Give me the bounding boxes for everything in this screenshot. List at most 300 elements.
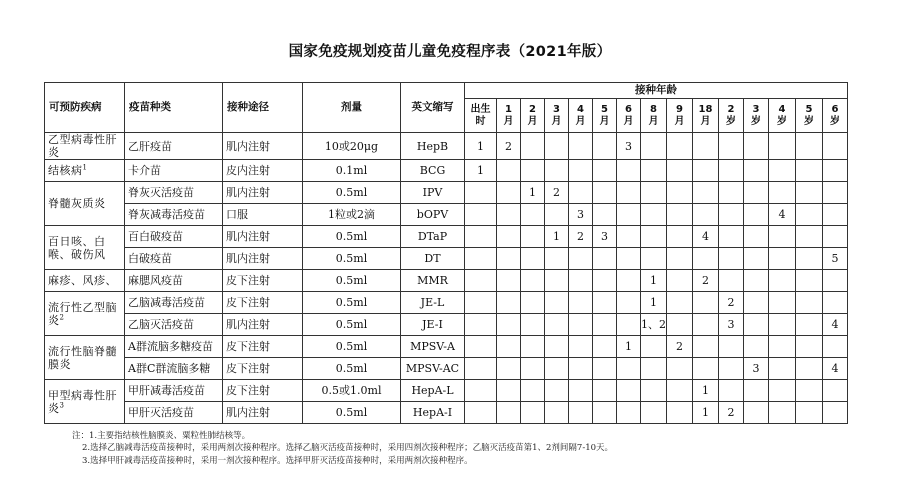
dose-number-cell — [569, 292, 593, 314]
dose-number-cell — [769, 270, 796, 292]
vaccine-name: 白破疫苗 — [125, 248, 223, 270]
dose-number-cell — [719, 380, 744, 402]
abbr-cell: JE-L — [401, 292, 465, 314]
dose-number-cell — [796, 160, 823, 182]
dose-number-cell — [796, 292, 823, 314]
dose-number-cell: 2 — [693, 270, 719, 292]
dose-number-cell — [667, 160, 693, 182]
table-row — [45, 314, 848, 336]
dose-number-cell — [593, 204, 617, 226]
dose-cell: 0.5ml — [303, 336, 401, 358]
dose-number-cell — [497, 248, 521, 270]
route-cell: 皮下注射 — [223, 336, 303, 358]
dose-number-cell: 2 — [719, 402, 744, 424]
header-disease: 可预防疾病 — [45, 83, 125, 133]
age-unit: 岁 — [726, 115, 736, 127]
header-age-6 — [617, 99, 641, 133]
dose-number-cell — [823, 204, 848, 226]
age-unit: 月 — [599, 115, 610, 127]
dose-cell: 0.1ml — [303, 160, 401, 182]
dose-number-cell — [545, 336, 569, 358]
dose-number-cell — [569, 270, 593, 292]
dose-cell: 10或20μg — [303, 133, 401, 160]
dose-number-cell — [744, 402, 769, 424]
dose-number-cell — [769, 402, 796, 424]
dose-number-cell — [641, 182, 667, 204]
age-unit: 月 — [700, 115, 711, 127]
age-number: 2 — [529, 103, 536, 115]
vaccine-name: 甲肝减毒活疫苗 — [125, 380, 223, 402]
route-cell: 肌内注射 — [223, 314, 303, 336]
dose-number-cell — [593, 358, 617, 380]
dose-number-cell — [769, 358, 796, 380]
dose-number-cell — [465, 314, 497, 336]
table-row — [45, 292, 848, 314]
dose-number-cell — [545, 380, 569, 402]
dose-number-cell — [569, 314, 593, 336]
dose-number-cell — [521, 133, 545, 160]
age-unit: 岁 — [804, 115, 814, 127]
table-row — [45, 270, 848, 292]
dose-number-cell — [641, 204, 667, 226]
dose-number-cell: 2 — [667, 336, 693, 358]
dose-cell: 0.5ml — [303, 248, 401, 270]
dose-number-cell — [569, 380, 593, 402]
dose-number-cell: 1 — [465, 160, 497, 182]
dose-number-cell — [693, 204, 719, 226]
dose-number-cell — [617, 182, 641, 204]
dose-number-cell — [769, 182, 796, 204]
age-unit: 月 — [575, 115, 586, 127]
age-number: 8 — [650, 103, 657, 115]
vaccine-name: A群流脑多糖疫苗 — [125, 336, 223, 358]
dose-number-cell — [569, 182, 593, 204]
dose-number-cell — [823, 292, 848, 314]
header-age-14 — [823, 99, 848, 133]
dose-number-cell: 1、2 — [641, 314, 667, 336]
dose-number-cell — [667, 402, 693, 424]
dose-number-cell — [719, 270, 744, 292]
dose-number-cell — [693, 248, 719, 270]
dose-number-cell — [617, 204, 641, 226]
header-age-10 — [719, 99, 744, 133]
dose-number-cell — [796, 314, 823, 336]
abbr-cell: IPV — [401, 182, 465, 204]
disease-cell — [45, 270, 125, 292]
dose-number-cell: 2 — [719, 292, 744, 314]
footnote-marker: 3 — [59, 400, 65, 409]
dose-number-cell: 3 — [593, 226, 617, 248]
route-cell: 皮下注射 — [223, 292, 303, 314]
disease-cell — [45, 133, 125, 160]
age-unit: 岁 — [751, 115, 761, 127]
header-age-3 — [545, 99, 569, 133]
header-dose: 剂量 — [303, 83, 401, 133]
dose-number-cell — [497, 160, 521, 182]
dose-number-cell — [823, 336, 848, 358]
dose-number-cell — [719, 133, 744, 160]
dose-number-cell: 1 — [693, 402, 719, 424]
dose-number-cell — [769, 248, 796, 270]
age-number: 出生 — [470, 103, 491, 115]
dose-number-cell: 3 — [569, 204, 593, 226]
dose-number-cell — [719, 226, 744, 248]
dose-number-cell — [465, 292, 497, 314]
dose-number-cell — [521, 160, 545, 182]
dose-number-cell — [521, 402, 545, 424]
dose-number-cell — [569, 248, 593, 270]
dose-number-cell — [465, 226, 497, 248]
dose-number-cell — [617, 248, 641, 270]
age-number: 2 — [727, 103, 735, 115]
vaccine-name: 麻腮风疫苗 — [125, 270, 223, 292]
dose-number-cell — [465, 270, 497, 292]
route-cell: 肌内注射 — [223, 133, 303, 160]
age-unit: 月 — [503, 115, 514, 127]
dose-number-cell — [521, 358, 545, 380]
header-age-group: 接种年龄 — [465, 83, 848, 99]
dose-number-cell: 1 — [641, 270, 667, 292]
abbr-cell: MMR — [401, 270, 465, 292]
dose-number-cell — [719, 336, 744, 358]
dose-number-cell — [719, 248, 744, 270]
dose-number-cell: 4 — [693, 226, 719, 248]
vaccine-name: 甲肝灭活疫苗 — [125, 402, 223, 424]
dose-cell: 0.5ml — [303, 292, 401, 314]
dose-cell: 0.5ml — [303, 358, 401, 380]
age-unit: 月 — [527, 115, 538, 127]
dose-number-cell — [744, 314, 769, 336]
dose-number-cell — [796, 226, 823, 248]
dose-number-cell — [545, 292, 569, 314]
dose-number-cell — [593, 160, 617, 182]
abbr-cell: BCG — [401, 160, 465, 182]
abbr-cell: HepA-L — [401, 380, 465, 402]
disease-cell — [45, 292, 125, 336]
dose-number-cell: 2 — [545, 182, 569, 204]
dose-number-cell — [823, 133, 848, 160]
dose-number-cell — [569, 358, 593, 380]
dose-number-cell — [693, 182, 719, 204]
dose-number-cell — [521, 292, 545, 314]
dose-number-cell: 1 — [693, 380, 719, 402]
age-unit: 岁 — [777, 115, 787, 127]
dose-number-cell — [693, 160, 719, 182]
dose-number-cell — [593, 314, 617, 336]
dose-number-cell — [617, 270, 641, 292]
dose-cell: 0.5ml — [303, 314, 401, 336]
dose-number-cell: 4 — [823, 358, 848, 380]
header-age-7 — [641, 99, 667, 133]
vaccine-name: 脊灰减毒活疫苗 — [125, 204, 223, 226]
dose-number-cell — [769, 314, 796, 336]
disease-cell — [45, 226, 125, 270]
age-number: 6 — [625, 103, 632, 115]
dose-cell: 0.5ml — [303, 226, 401, 248]
dose-number-cell: 1 — [641, 292, 667, 314]
table-row — [45, 226, 848, 248]
dose-number-cell — [641, 358, 667, 380]
age-number: 5 — [601, 103, 608, 115]
footnotes — [72, 430, 614, 467]
abbr-cell: DT — [401, 248, 465, 270]
dose-cell: 0.5或1.0ml — [303, 380, 401, 402]
dose-number-cell: 3 — [719, 314, 744, 336]
table-row — [45, 248, 848, 270]
footnote-marker: 2 — [59, 312, 65, 321]
dose-number-cell: 1 — [521, 182, 545, 204]
age-unit: 月 — [674, 115, 685, 127]
dose-number-cell — [796, 358, 823, 380]
vaccine-name: A群C群流脑多糖 — [125, 358, 223, 380]
dose-number-cell — [796, 402, 823, 424]
dose-number-cell — [545, 402, 569, 424]
dose-number-cell — [667, 248, 693, 270]
dose-number-cell — [521, 270, 545, 292]
dose-number-cell — [593, 248, 617, 270]
disease-name: 脊髓灰质炎 — [48, 197, 106, 210]
age-number: 5 — [805, 103, 813, 115]
table-row — [45, 160, 848, 182]
header-age-9 — [693, 99, 719, 133]
dose-number-cell — [641, 336, 667, 358]
footnote: 注：1.主要指结核性脑膜炎、粟粒性肺结核等。 — [72, 431, 251, 441]
dose-number-cell — [465, 248, 497, 270]
header-vaccine: 疫苗种类 — [125, 83, 223, 133]
dose-number-cell — [497, 182, 521, 204]
route-cell: 皮下注射 — [223, 380, 303, 402]
dose-number-cell — [465, 336, 497, 358]
dose-number-cell — [823, 160, 848, 182]
dose-number-cell — [744, 336, 769, 358]
dose-number-cell — [796, 380, 823, 402]
vaccine-name: 乙脑减毒活疫苗 — [125, 292, 223, 314]
dose-number-cell — [823, 380, 848, 402]
disease-name: 甲型病毒性肝炎 — [48, 388, 117, 415]
age-number: 3 — [752, 103, 760, 115]
dose-number-cell — [593, 292, 617, 314]
age-number: 4 — [778, 103, 786, 115]
disease-name: 百日咳、白喉、破伤风 — [48, 234, 106, 261]
header-route: 接种途径 — [223, 83, 303, 133]
dose-number-cell — [667, 292, 693, 314]
dose-number-cell — [693, 336, 719, 358]
dose-number-cell — [545, 204, 569, 226]
dose-number-cell: 1 — [465, 133, 497, 160]
disease-cell — [45, 380, 125, 424]
dose-number-cell — [569, 402, 593, 424]
disease-cell — [45, 336, 125, 380]
disease-cell — [45, 160, 125, 182]
dose-number-cell — [719, 160, 744, 182]
dose-number-cell — [497, 270, 521, 292]
dose-number-cell — [545, 270, 569, 292]
dose-number-cell — [641, 226, 667, 248]
abbr-cell: bOPV — [401, 204, 465, 226]
dose-number-cell — [593, 402, 617, 424]
table-row — [45, 182, 848, 204]
dose-number-cell — [823, 226, 848, 248]
header-age-11 — [744, 99, 769, 133]
page-title: 国家免疫规划疫苗儿童免疫程序表（2021年版） — [288, 44, 612, 60]
header-age-1 — [497, 99, 521, 133]
table-row — [45, 336, 848, 358]
header-age-2 — [521, 99, 545, 133]
vaccine-name: 卡介苗 — [125, 160, 223, 182]
age-unit: 岁 — [830, 115, 840, 127]
dose-number-cell — [465, 358, 497, 380]
dose-number-cell — [593, 270, 617, 292]
dose-number-cell — [693, 314, 719, 336]
dose-number-cell — [617, 292, 641, 314]
vaccine-name: 脊灰灭活疫苗 — [125, 182, 223, 204]
disease-name: 流行性乙型脑炎 — [48, 300, 117, 327]
route-cell: 皮内注射 — [223, 160, 303, 182]
age-unit: 月 — [648, 115, 659, 127]
dose-number-cell: 2 — [497, 133, 521, 160]
dose-number-cell — [521, 204, 545, 226]
dose-number-cell — [545, 314, 569, 336]
dose-number-cell — [569, 336, 593, 358]
dose-number-cell — [667, 204, 693, 226]
dose-number-cell — [641, 402, 667, 424]
footnote: 2.选择乙脑减毒活疫苗接种时，采用两剂次接种程序。选择乙脑灭活疫苗接种时，采用四剂次接种程序；乙脑灭活疫苗第1、2剂间隔7-10天。 — [82, 443, 614, 454]
route-cell: 肌内注射 — [223, 248, 303, 270]
dose-number-cell — [497, 204, 521, 226]
dose-number-cell — [769, 336, 796, 358]
age-number: 1 — [505, 103, 512, 115]
dose-number-cell — [617, 402, 641, 424]
route-cell: 肌内注射 — [223, 182, 303, 204]
dose-number-cell — [641, 248, 667, 270]
dose-number-cell — [744, 380, 769, 402]
route-cell: 肌内注射 — [223, 402, 303, 424]
immunization-schedule-table — [44, 82, 848, 424]
header-age-5 — [593, 99, 617, 133]
dose-number-cell — [617, 226, 641, 248]
route-cell: 肌内注射 — [223, 226, 303, 248]
dose-number-cell — [465, 380, 497, 402]
header-abbr: 英文缩写 — [401, 83, 465, 133]
dose-number-cell: 4 — [823, 314, 848, 336]
dose-number-cell — [617, 380, 641, 402]
dose-number-cell — [465, 402, 497, 424]
dose-number-cell — [497, 226, 521, 248]
disease-name: 乙型病毒性肝炎 — [48, 133, 117, 159]
dose-number-cell: 3 — [744, 358, 769, 380]
dose-number-cell — [497, 402, 521, 424]
dose-number-cell — [769, 226, 796, 248]
dose-number-cell — [521, 380, 545, 402]
dose-number-cell — [744, 133, 769, 160]
dose-number-cell — [667, 314, 693, 336]
dose-number-cell — [744, 226, 769, 248]
dose-number-cell — [823, 182, 848, 204]
dose-number-cell: 4 — [769, 204, 796, 226]
dose-number-cell — [667, 270, 693, 292]
dose-number-cell — [593, 182, 617, 204]
dose-number-cell — [593, 380, 617, 402]
age-unit: 时 — [475, 115, 486, 127]
route-cell: 口服 — [223, 204, 303, 226]
table-row — [45, 204, 848, 226]
age-number: 18 — [698, 103, 713, 115]
dose-number-cell — [521, 314, 545, 336]
header-age-8 — [667, 99, 693, 133]
dose-cell: 0.5ml — [303, 182, 401, 204]
header-age-4 — [569, 99, 593, 133]
dose-number-cell — [569, 133, 593, 160]
footnote-marker: 1 — [82, 163, 88, 172]
header-age-12 — [769, 99, 796, 133]
dose-number-cell — [744, 270, 769, 292]
dose-number-cell — [497, 336, 521, 358]
dose-cell: 0.5ml — [303, 402, 401, 424]
dose-number-cell — [667, 133, 693, 160]
route-cell: 皮下注射 — [223, 270, 303, 292]
header-age-0 — [465, 99, 497, 133]
dose-number-cell — [796, 182, 823, 204]
dose-number-cell — [744, 182, 769, 204]
dose-number-cell — [667, 358, 693, 380]
dose-number-cell — [521, 226, 545, 248]
dose-number-cell — [796, 204, 823, 226]
dose-number-cell — [593, 336, 617, 358]
dose-number-cell — [521, 336, 545, 358]
dose-number-cell — [769, 160, 796, 182]
dose-number-cell: 1 — [545, 226, 569, 248]
dose-number-cell — [744, 160, 769, 182]
disease-name: 麻疹、风疹、 — [48, 274, 117, 287]
dose-number-cell — [667, 226, 693, 248]
dose-number-cell: 1 — [617, 336, 641, 358]
vaccine-name: 乙肝疫苗 — [125, 133, 223, 160]
dose-number-cell — [823, 402, 848, 424]
vaccine-name: 百白破疫苗 — [125, 226, 223, 248]
dose-number-cell — [769, 133, 796, 160]
disease-name: 结核病 — [48, 164, 83, 177]
disease-name: 流行性脑脊髓膜炎 — [48, 344, 117, 371]
table-row — [45, 402, 848, 424]
table-row — [45, 133, 848, 160]
dose-number-cell — [545, 358, 569, 380]
dose-number-cell — [719, 204, 744, 226]
abbr-cell: HepA-I — [401, 402, 465, 424]
dose-number-cell — [667, 380, 693, 402]
dose-number-cell — [593, 133, 617, 160]
age-number: 9 — [676, 103, 683, 115]
abbr-cell: HepB — [401, 133, 465, 160]
route-cell: 皮下注射 — [223, 358, 303, 380]
dose-cell: 0.5ml — [303, 270, 401, 292]
dose-number-cell — [693, 133, 719, 160]
dose-number-cell — [617, 160, 641, 182]
dose-number-cell — [719, 358, 744, 380]
table-row — [45, 358, 848, 380]
age-number: 4 — [577, 103, 584, 115]
dose-number-cell — [497, 358, 521, 380]
dose-number-cell — [569, 160, 593, 182]
dose-number-cell — [744, 292, 769, 314]
dose-number-cell — [641, 380, 667, 402]
dose-number-cell — [497, 380, 521, 402]
disease-cell — [45, 182, 125, 226]
abbr-cell: MPSV-AC — [401, 358, 465, 380]
dose-number-cell — [545, 133, 569, 160]
dose-number-cell — [769, 292, 796, 314]
dose-number-cell — [744, 204, 769, 226]
age-number: 6 — [831, 103, 839, 115]
